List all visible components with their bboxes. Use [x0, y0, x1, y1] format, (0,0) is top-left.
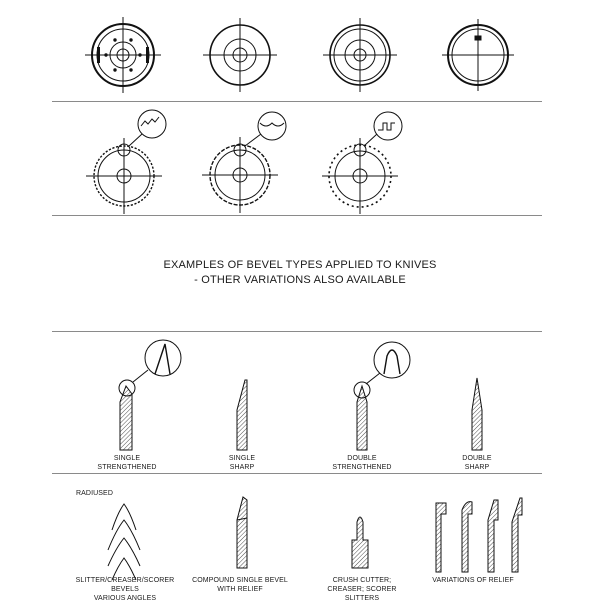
- caption-single-strengthened: SINGLE STRENGTHENED: [97, 455, 157, 471]
- knife-blade-4-icon: [442, 19, 514, 91]
- caption-slitter-creaser-scorer: SLITTER/CREASER/SCORER BEVELS VARIOUS ANGLES: [75, 577, 175, 602]
- section-divider: [52, 215, 542, 216]
- caption-crush-cutter: CRUSH CUTTER; CREASER; SCORER SLITTERS: [327, 577, 397, 602]
- section-divider: [52, 101, 542, 102]
- single-sharp-bevel: [237, 380, 247, 450]
- double-strengthened-bevel: [354, 342, 410, 450]
- relief-variations-profiles: [436, 498, 522, 572]
- radiused-label: RADIUSED: [76, 490, 113, 497]
- caption-double-sharp: DOUBLE SHARP: [462, 455, 492, 471]
- serrated-blade-icon: [86, 110, 166, 214]
- compound-single-bevel-profile: [237, 497, 247, 568]
- knife-blade-3-icon: [323, 18, 397, 92]
- caption-variations-of-relief: VARIATIONS OF RELIEF: [432, 577, 514, 584]
- single-strengthened-bevel: [119, 340, 181, 450]
- double-sharp-bevel: [472, 378, 482, 450]
- section-divider: [52, 473, 542, 474]
- knife-blade-2-icon: [203, 18, 277, 92]
- knife-blade-1-icon: [85, 17, 161, 93]
- radiused-slitter-profiles: [108, 504, 140, 580]
- caption-single-sharp: SINGLE SHARP: [228, 455, 256, 471]
- caption-double-strengthened: DOUBLE STRENGTHENED: [332, 455, 392, 471]
- scalloped-blade-icon: [202, 112, 286, 213]
- figure-title: EXAMPLES OF BEVEL TYPES APPLIED TO KNIVES - OTHER VARIATIONS ALSO AVAILABLE: [163, 259, 437, 286]
- caption-compound-single-bevel: COMPOUND SINGLE BEVEL WITH RELIEF: [192, 577, 288, 593]
- crush-cutter-profile: [352, 517, 368, 568]
- perforating-blade-icon: [322, 112, 402, 214]
- section-divider: [52, 331, 542, 332]
